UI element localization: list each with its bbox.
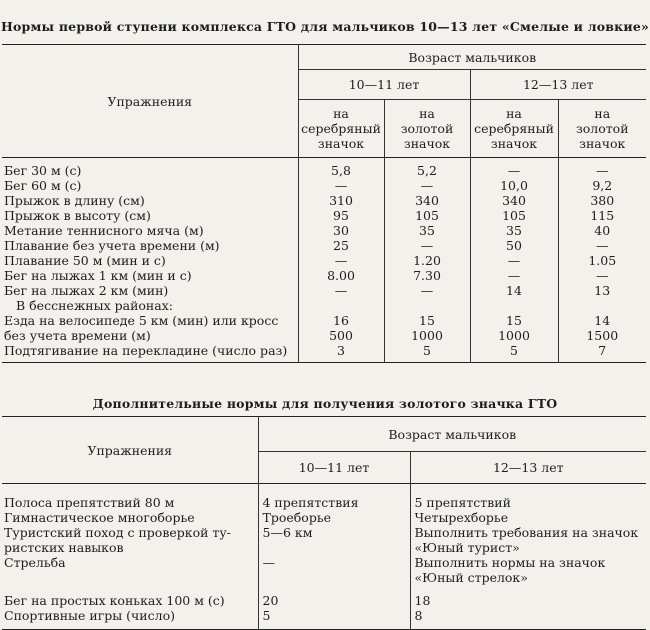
table1-value-cell — [470, 298, 558, 313]
table1-value-cell: 15 — [470, 313, 558, 328]
table2-value-12-13-line: «Юный стрелок» — [414, 570, 528, 585]
table1-value-cell — [298, 298, 384, 313]
table2-exercise-name — [2, 585, 258, 608]
table2-value-12-13 — [410, 608, 646, 630]
table1-value-cell: — — [470, 253, 558, 268]
table2-exercise-name — [2, 510, 258, 525]
table1-value-cell: — — [298, 178, 384, 193]
table1-body — [2, 158, 646, 363]
table1-value-cell: 340 — [384, 193, 470, 208]
table2-value-10-11 — [258, 555, 410, 585]
table1-value-cell: — — [384, 283, 470, 298]
table1-value-cell: 16 — [298, 313, 384, 328]
table1-value-cell: 5 — [384, 343, 470, 363]
table1-value-cell: — — [558, 238, 646, 253]
table1-header-exercise: Упражнения — [2, 45, 298, 158]
table1-exercise-name: Бег на лыжах 2 км (мин) — [4, 283, 169, 298]
table2-body — [2, 484, 646, 630]
table1-row — [2, 178, 646, 193]
table1-row — [2, 253, 646, 268]
table2-exercise-name — [2, 484, 258, 511]
table1-value-cell: 14 — [558, 313, 646, 328]
table1-header-age: Возраст мальчиков — [298, 45, 646, 70]
table1-value-cell — [558, 298, 646, 313]
table1-exercise-name: Езда на велосипеде 5 км (мин) или кросс — [4, 313, 279, 328]
table2-row — [2, 525, 646, 555]
table1-exercise-name: Бег 60 м (с) — [4, 178, 82, 193]
table2-exercise-name-line: Полоса препятствий 80 м — [4, 495, 175, 510]
table1-value-cell: — — [298, 253, 384, 268]
table1-value-cell: 35 — [470, 223, 558, 238]
table1-value-cell: 105 — [384, 208, 470, 223]
table2-age-group-12-13: 12—13 лет — [410, 452, 646, 484]
table1-row — [2, 158, 646, 179]
table2-value-10-11-line: Троеборье — [262, 510, 332, 525]
table2-value-12-13-line: 18 — [414, 593, 431, 608]
table1-value-cell: 8.00 — [298, 268, 384, 283]
table1-value-cell: 14 — [470, 283, 558, 298]
table1-row — [2, 313, 646, 328]
table2-value-12-13-line: «Юный турист» — [414, 540, 520, 555]
table2-title: Дополнительные нормы для получения золотого значка ГТО — [92, 396, 558, 411]
table1-value-cell: — — [298, 283, 384, 298]
table1-exercise-name: Подтягивание на перекладине (число раз) — [4, 343, 288, 358]
table1-value-cell: 1500 — [558, 328, 646, 343]
table2-value-10-11 — [258, 525, 410, 555]
table2-value-12-13-line: 8 — [414, 608, 423, 623]
table1-value-cell: 115 — [558, 208, 646, 223]
table1-value-cell: 310 — [298, 193, 384, 208]
table1-row — [2, 223, 646, 238]
table1-badge-silver-10-11: на серебряный значок — [298, 100, 384, 158]
table1-value-cell: 13 — [558, 283, 646, 298]
table1-value-cell: 500 — [298, 328, 384, 343]
table2-value-12-13-line: Выполнить нормы на значок — [414, 555, 606, 570]
table1-exercise-name: Метание теннисного мяча (м) — [4, 223, 204, 238]
table2-exercise-name — [2, 525, 258, 555]
table1-value-cell: 5,8 — [298, 158, 384, 179]
table1-age-group-12-13: 12—13 лет — [470, 70, 646, 100]
table1-value-cell: 95 — [298, 208, 384, 223]
table2-value-12-13-line: 5 препятствий — [414, 495, 511, 510]
table1-value-cell: — — [470, 158, 558, 179]
table1-value-cell: 7 — [558, 343, 646, 363]
table2-exercise-name-line: Стрельба — [4, 555, 66, 570]
table2-row — [2, 608, 646, 630]
table1-row — [2, 268, 646, 283]
table2-exercise-name-line: ристских навыков — [4, 540, 124, 555]
table1-exercise-name: Прыжок в высоту (см) — [4, 208, 151, 223]
table2-value-12-13 — [410, 585, 646, 608]
table2-exercise-name-line: Бег на простых коньках 100 м (с) — [4, 593, 225, 608]
table2-value-10-11-line: 4 препятствия — [262, 495, 359, 510]
table1-value-cell: — — [558, 268, 646, 283]
table1-exercise-name: Плавание без учета времени (м) — [4, 238, 220, 253]
table1-value-cell: 9,2 — [558, 178, 646, 193]
table2-age-group-10-11: 10—11 лет — [258, 452, 410, 484]
table1-value-cell: — — [470, 268, 558, 283]
table1-value-cell: 1000 — [470, 328, 558, 343]
table1-exercise-name: В бесснежных районах: — [16, 298, 173, 313]
table1-value-cell — [384, 298, 470, 313]
table1-value-cell: 50 — [470, 238, 558, 253]
table2-exercise-name-line: Гимнастическое многоборье — [4, 510, 195, 525]
table1-row — [2, 343, 646, 363]
table1-title: Нормы первой ступени комплекса ГТО для мальчиков 10—13 лет «Смелые и ловкие» — [0, 19, 649, 34]
table1-value-cell: 40 — [558, 223, 646, 238]
table1-exercise-name: Бег 30 м (с) — [4, 163, 82, 178]
table1-exercise-name: Прыжок в длину (см) — [4, 193, 145, 208]
table2-row — [2, 555, 646, 585]
table1-badge-gold-12-13: на золотой значок — [558, 100, 646, 158]
table2-row — [2, 484, 646, 511]
table1-value-cell: 1.20 — [384, 253, 470, 268]
table1-value-cell: 30 — [298, 223, 384, 238]
table1-value-cell: 3 — [298, 343, 384, 363]
table1-value-cell: 5,2 — [384, 158, 470, 179]
table1-exercise-name: Бег на лыжах 1 км (мин и с) — [4, 268, 192, 283]
table2-exercise-name — [2, 555, 258, 585]
table1-value-cell: — — [558, 158, 646, 179]
table1-row — [2, 298, 646, 313]
table1-value-cell: 35 — [384, 223, 470, 238]
table1-age-group-10-11: 10—11 лет — [298, 70, 470, 100]
table1-row — [2, 283, 646, 298]
table1-value-cell: 1000 — [384, 328, 470, 343]
table2 — [2, 416, 646, 630]
table1-row — [2, 328, 646, 343]
table2-exercise-name-line: Спортивные игры (число) — [4, 608, 175, 623]
table1-row — [2, 208, 646, 223]
table2-row — [2, 510, 646, 525]
table2-row — [2, 585, 646, 608]
table2-value-12-13 — [410, 484, 646, 511]
table2-value-12-13 — [410, 555, 646, 585]
table1-value-cell: 10,0 — [470, 178, 558, 193]
table2-header-exercise: Упражнения — [2, 417, 258, 484]
table2-value-12-13-line: Выполнить требования на значок — [414, 525, 639, 540]
table2-header-age: Возраст мальчиков — [258, 417, 646, 452]
table1-row — [2, 238, 646, 253]
table2-exercise-name-line: Туристский поход с проверкой ту- — [4, 525, 231, 540]
table2-value-10-11-line: 5 — [262, 608, 271, 623]
table2-value-12-13-line: Четырехборье — [414, 510, 509, 525]
table1-badge-gold-10-11: на золотой значок — [384, 100, 470, 158]
table1-value-cell: 5 — [470, 343, 558, 363]
table2-exercise-name — [2, 608, 258, 630]
table1-value-cell: 1.05 — [558, 253, 646, 268]
table1-value-cell: 25 — [298, 238, 384, 253]
table2-value-10-11 — [258, 510, 410, 525]
table1-value-cell: — — [384, 238, 470, 253]
table2-value-10-11 — [258, 484, 410, 511]
table1-badge-silver-12-13: на серебряный значок — [470, 100, 558, 158]
table2-value-10-11-line: — — [262, 555, 275, 570]
table2-value-10-11-line: 5—6 км — [262, 525, 313, 540]
table2-value-12-13 — [410, 525, 646, 555]
table2-value-10-11 — [258, 608, 410, 630]
table1-value-cell: 380 — [558, 193, 646, 208]
table2-value-12-13 — [410, 510, 646, 525]
table1-row — [2, 193, 646, 208]
table1-exercise-name: без учета времени (м) — [4, 328, 151, 343]
table1-value-cell: 7.30 — [384, 268, 470, 283]
table1-value-cell: 15 — [384, 313, 470, 328]
table1-exercise-name: Плавание 50 м (мин и с) — [4, 253, 166, 268]
table1-value-cell: 105 — [470, 208, 558, 223]
table1-value-cell: — — [384, 178, 470, 193]
table2-value-10-11-line: 20 — [262, 593, 279, 608]
table1 — [2, 44, 646, 363]
table2-value-10-11 — [258, 585, 410, 608]
table1-value-cell: 340 — [470, 193, 558, 208]
